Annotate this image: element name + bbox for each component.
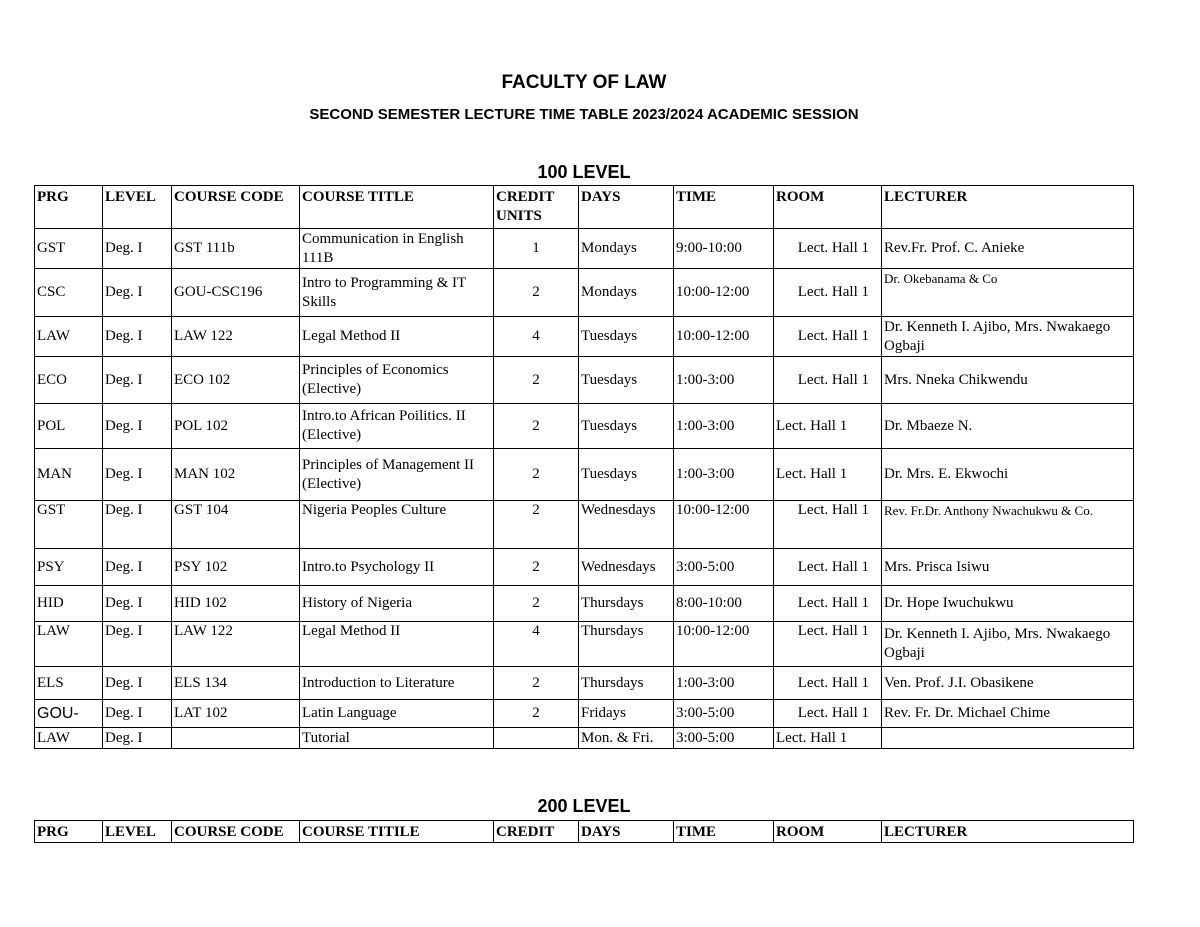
cell-title: Nigeria Peoples Culture (300, 501, 494, 549)
level-100-timetable (34, 185, 1134, 749)
table-header-row (35, 821, 1134, 843)
faculty-title: FACULTY OF LAW (501, 72, 667, 93)
cell-lecturer: Mrs. Prisca Isiwu (882, 549, 1134, 586)
cell-room: Lect. Hall 1 (774, 728, 882, 749)
cell-time: 1:00-3:00 (674, 667, 774, 700)
cell-time: 10:00-12:00 (674, 317, 774, 357)
cell-credit: 2 (494, 501, 579, 549)
cell-days: Thursdays (579, 667, 674, 700)
cell-days: Thursdays (579, 586, 674, 622)
cell-time: 10:00-12:00 (674, 622, 774, 667)
cell-code: LAW 122 (172, 622, 300, 667)
header-room: ROOM (774, 186, 882, 229)
header-days: DAYS (579, 821, 674, 843)
cell-days: Wednesdays (579, 549, 674, 586)
cell-time: 1:00-3:00 (674, 449, 774, 501)
cell-prg: GOU- (35, 700, 103, 728)
cell-time: 8:00-10:00 (674, 586, 774, 622)
table-row (35, 501, 1134, 549)
cell-room: Lect. Hall 1 (774, 269, 882, 317)
table-row (35, 549, 1134, 586)
cell-level: Deg. I (103, 549, 172, 586)
cell-time: 1:00-3:00 (674, 404, 774, 449)
cell-room: Lect. Hall 1 (774, 700, 882, 728)
cell-prg: GST (35, 229, 103, 269)
cell-credit: 2 (494, 269, 579, 317)
cell-lecturer: Dr. Kenneth I. Ajibo, Mrs. Nwakaego Ogbaji (882, 622, 1134, 667)
table-row (35, 586, 1134, 622)
cell-credit: 2 (494, 667, 579, 700)
table-row (35, 700, 1134, 728)
cell-lecturer: Dr. Hope Iwuchukwu (882, 586, 1134, 622)
cell-room: Lect. Hall 1 (774, 549, 882, 586)
header-prg: PRG (35, 821, 103, 843)
cell-prg: PSY (35, 549, 103, 586)
header-time: TIME (674, 186, 774, 229)
cell-days: Mondays (579, 229, 674, 269)
header-time: TIME (674, 821, 774, 843)
cell-lecturer: Dr. Mrs. E. Ekwochi (882, 449, 1134, 501)
cell-lecturer: Ven. Prof. J.I. Obasikene (882, 667, 1134, 700)
cell-days: Tuesdays (579, 317, 674, 357)
header-course-code: COURSE CODE (172, 186, 300, 229)
table-row (35, 622, 1134, 667)
header-credit-units: CREDIT UNITS (494, 186, 579, 229)
header-room: ROOM (774, 821, 882, 843)
cell-title: Introduction to Literature (300, 667, 494, 700)
table-row (35, 269, 1134, 317)
header-days: DAYS (579, 186, 674, 229)
cell-code: HID 102 (172, 586, 300, 622)
cell-credit: 4 (494, 317, 579, 357)
cell-prg: MAN (35, 449, 103, 501)
cell-room: Lect. Hall 1 (774, 622, 882, 667)
cell-title: Principles of Economics (Elective) (300, 357, 494, 404)
cell-lecturer: Rev. Fr. Dr. Michael Chime (882, 700, 1134, 728)
cell-prg: ELS (35, 667, 103, 700)
header-course-title: COURSE TITILE (300, 821, 494, 843)
cell-code (172, 728, 300, 749)
cell-code: GOU-CSC196 (172, 269, 300, 317)
cell-code: ECO 102 (172, 357, 300, 404)
cell-title: Tutorial (300, 728, 494, 749)
cell-lecturer: Dr. Kenneth I. Ajibo, Mrs. Nwakaego Ogbaji (882, 317, 1134, 357)
cell-title: Intro to Programming & IT Skills (300, 269, 494, 317)
cell-title: Legal Method II (300, 622, 494, 667)
level-200-heading: 200 LEVEL (537, 796, 631, 816)
header-lecturer: LECTURER (882, 821, 1134, 843)
cell-code: GST 111b (172, 229, 300, 269)
table-row (35, 667, 1134, 700)
cell-credit: 2 (494, 586, 579, 622)
header-level: LEVEL (103, 186, 172, 229)
cell-days: Mon. & Fri. (579, 728, 674, 749)
cell-days: Mondays (579, 269, 674, 317)
cell-time: 1:00-3:00 (674, 357, 774, 404)
cell-room: Lect. Hall 1 (774, 501, 882, 549)
cell-code: LAT 102 (172, 700, 300, 728)
cell-level: Deg. I (103, 357, 172, 404)
level-100-heading: 100 LEVEL (537, 162, 631, 182)
header-level: LEVEL (103, 821, 172, 843)
cell-time: 3:00-5:00 (674, 549, 774, 586)
cell-days: Tuesdays (579, 449, 674, 501)
cell-level: Deg. I (103, 317, 172, 357)
cell-prg: ECO (35, 357, 103, 404)
cell-lecturer: Dr. Okebanama & Co (882, 269, 1134, 317)
header-course-code: COURSE CODE (172, 821, 300, 843)
cell-level: Deg. I (103, 269, 172, 317)
cell-prg: LAW (35, 728, 103, 749)
cell-room: Lect. Hall 1 (774, 667, 882, 700)
cell-time: 3:00-5:00 (674, 700, 774, 728)
cell-lecturer: Rev. Fr.Dr. Anthony Nwachukwu & Co. (882, 501, 1134, 549)
cell-title: Intro.to African Poilitics. II (Elective) (300, 404, 494, 449)
cell-code: GST 104 (172, 501, 300, 549)
cell-room: Lect. Hall 1 (774, 357, 882, 404)
cell-title: History of Nigeria (300, 586, 494, 622)
table-row (35, 728, 1134, 749)
cell-days: Tuesdays (579, 404, 674, 449)
cell-days: Wednesdays (579, 501, 674, 549)
cell-level: Deg. I (103, 501, 172, 549)
cell-prg: POL (35, 404, 103, 449)
cell-room: Lect. Hall 1 (774, 404, 882, 449)
cell-title: Intro.to Psychology II (300, 549, 494, 586)
table-row (35, 357, 1134, 404)
cell-title: Latin Language (300, 700, 494, 728)
cell-lecturer (882, 728, 1134, 749)
cell-prg: HID (35, 586, 103, 622)
cell-lecturer: Rev.Fr. Prof. C. Anieke (882, 229, 1134, 269)
cell-time: 10:00-12:00 (674, 269, 774, 317)
cell-room: Lect. Hall 1 (774, 449, 882, 501)
cell-level: Deg. I (103, 667, 172, 700)
cell-credit: 2 (494, 404, 579, 449)
cell-code: MAN 102 (172, 449, 300, 501)
cell-lecturer: Mrs. Nneka Chikwendu (882, 357, 1134, 404)
cell-title: Communication in English 111B (300, 229, 494, 269)
cell-room: Lect. Hall 1 (774, 229, 882, 269)
cell-credit: 2 (494, 449, 579, 501)
cell-level: Deg. I (103, 229, 172, 269)
header-prg: PRG (35, 186, 103, 229)
cell-time: 10:00-12:00 (674, 501, 774, 549)
table-row (35, 229, 1134, 269)
table-row (35, 404, 1134, 449)
cell-room: Lect. Hall 1 (774, 317, 882, 357)
level-200-timetable (34, 820, 1134, 843)
cell-code: LAW 122 (172, 317, 300, 357)
cell-days: Thursdays (579, 622, 674, 667)
cell-credit: 1 (494, 229, 579, 269)
header-lecturer: LECTURER (882, 186, 1134, 229)
cell-code: ELS 134 (172, 667, 300, 700)
cell-time: 9:00-10:00 (674, 229, 774, 269)
cell-level: Deg. I (103, 622, 172, 667)
cell-days: Tuesdays (579, 357, 674, 404)
cell-room: Lect. Hall 1 (774, 586, 882, 622)
cell-prg: GST (35, 501, 103, 549)
cell-code: POL 102 (172, 404, 300, 449)
table-row (35, 317, 1134, 357)
cell-credit: 2 (494, 700, 579, 728)
cell-level: Deg. I (103, 700, 172, 728)
cell-code: PSY 102 (172, 549, 300, 586)
cell-title: Legal Method II (300, 317, 494, 357)
timetable-subtitle: SECOND SEMESTER LECTURE TIME TABLE 2023/2024 ACADEMIC SESSION (309, 106, 859, 123)
cell-prg: LAW (35, 622, 103, 667)
cell-lecturer: Dr. Mbaeze N. (882, 404, 1134, 449)
header-course-title: COURSE TITLE (300, 186, 494, 229)
cell-credit (494, 728, 579, 749)
cell-prg: LAW (35, 317, 103, 357)
cell-credit: 2 (494, 357, 579, 404)
header-credit: CREDIT (494, 821, 579, 843)
cell-credit: 2 (494, 549, 579, 586)
table-header-row (35, 186, 1134, 229)
cell-time: 3:00-5:00 (674, 728, 774, 749)
cell-level: Deg. I (103, 404, 172, 449)
cell-title: Principles of Management II (Elective) (300, 449, 494, 501)
cell-level: Deg. I (103, 449, 172, 501)
cell-credit: 4 (494, 622, 579, 667)
table-row (35, 449, 1134, 501)
cell-days: Fridays (579, 700, 674, 728)
cell-level: Deg. I (103, 728, 172, 749)
cell-prg: CSC (35, 269, 103, 317)
cell-level: Deg. I (103, 586, 172, 622)
